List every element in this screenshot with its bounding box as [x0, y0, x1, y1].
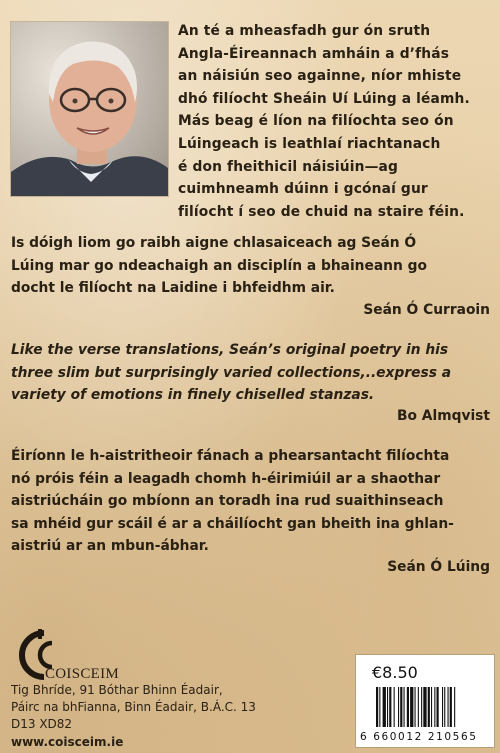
barcode-bar — [431, 687, 432, 727]
quote-line: nó próis féin a leagadh chomh h-éirimiúil ar a shaothar — [11, 470, 441, 487]
quote-almqvist — [11, 339, 494, 407]
quote-line: three slim but surprisingly varied collections,..express a — [11, 364, 452, 381]
barcode-bar — [415, 687, 416, 727]
author-blurb — [178, 20, 494, 223]
barcode-bar — [410, 687, 413, 727]
author-portrait-image — [11, 22, 168, 196]
blurb-line: é don fheithicil náisiúin—ag — [178, 158, 398, 175]
barcode-bar — [400, 687, 402, 727]
blurb-line: Angla-Éireannach amháin a d’fhás — [178, 45, 450, 62]
barcode-bar — [450, 687, 452, 727]
blurb-line: An té a mheasfadh gur ón sruth — [178, 23, 431, 39]
barcode-bar — [434, 687, 435, 727]
blurb-line: filíocht í seo de chuid na staire féin. — [178, 203, 465, 220]
barcode-bar — [389, 687, 391, 727]
barcode-bar — [448, 687, 449, 727]
quote-line: Lúing mar go ndeachaigh an disciplín a bhaineann go — [11, 257, 427, 274]
quote-line: variety of emotions in finely chiselled stanzas. — [11, 387, 375, 404]
quote-line: aistriúcháin go mbíonn an toradh ina rud suaithinseach — [11, 493, 444, 510]
barcode-bar — [437, 687, 439, 727]
barcode-bar — [428, 687, 430, 727]
quote-line: Is dóigh liom go raibh aigne chlasaiceach ag Seán Ó — [11, 235, 417, 251]
barcode-bar — [383, 687, 386, 727]
publisher-address — [11, 682, 341, 733]
barcode-number: 6 660012 210565 — [360, 731, 478, 743]
publisher-name: COISCEIM — [45, 666, 120, 682]
quote-line: sa mhéid gur scáil é ar a cháilíocht gan bheith ina ghlan- — [11, 515, 454, 532]
blurb-line: an náisiún seo againne, níor mhiste — [178, 68, 462, 85]
blurb-line: cuimhneamh dúinn i gcónaí gur — [178, 181, 428, 198]
barcode-bar — [376, 687, 378, 727]
barcode-bar — [423, 687, 426, 727]
barcode-bar — [407, 687, 409, 727]
address-line: Tig Bhríde, 91 Bóthar Bhinn Éadair, — [11, 683, 223, 697]
price-label: €8.50 — [372, 663, 418, 682]
barcode-bar — [421, 687, 422, 727]
barcode-bar — [442, 687, 443, 727]
barcode-bar — [394, 687, 395, 727]
barcode-bar — [387, 687, 388, 727]
quote-line: docht le filíocht na Laidine i bhfeidhm air. — [11, 280, 335, 297]
barcode-bar — [379, 687, 380, 727]
quote-line: aistriú ar an mbun-ábhar. — [11, 538, 209, 555]
quote-line: Like the verse translations, Seán’s original poetry in his — [11, 342, 449, 358]
address-line: Páirc na bhFianna, Binn Éadair, B.Á.C. 13 — [11, 700, 256, 714]
barcode-icon — [376, 687, 484, 727]
barcode-bar — [398, 687, 399, 727]
attribution-ocurraoin: Seán Ó Curraoin — [363, 302, 490, 318]
quote-line: Éiríonn le h-aistritheoir fánach a phearsantacht filíochta — [11, 448, 450, 464]
blurb-line: Lúingeach is leathlaí riachtanach — [178, 135, 441, 152]
barcode-bar — [404, 687, 405, 727]
quote-ocurraoin — [11, 232, 494, 300]
barcode-bar — [444, 687, 445, 727]
attribution-oluing: Seán Ó Lúing — [387, 559, 490, 575]
blurb-line: Más beag é líon na filíochta seo ón — [178, 113, 454, 130]
blurb-line: dhó filíocht Sheáin Uí Lúing a léamh. — [178, 90, 470, 107]
barcode-bar — [454, 687, 455, 727]
address-line: D13 XD82 — [11, 717, 73, 731]
barcode-bar — [418, 687, 419, 727]
author-photo — [11, 22, 168, 196]
attribution-almqvist: Bo Almqvist — [397, 408, 490, 424]
price-barcode-box — [356, 655, 494, 747]
publisher-website[interactable]: www.coisceim.ie — [11, 735, 124, 749]
quote-oluing — [11, 445, 494, 558]
